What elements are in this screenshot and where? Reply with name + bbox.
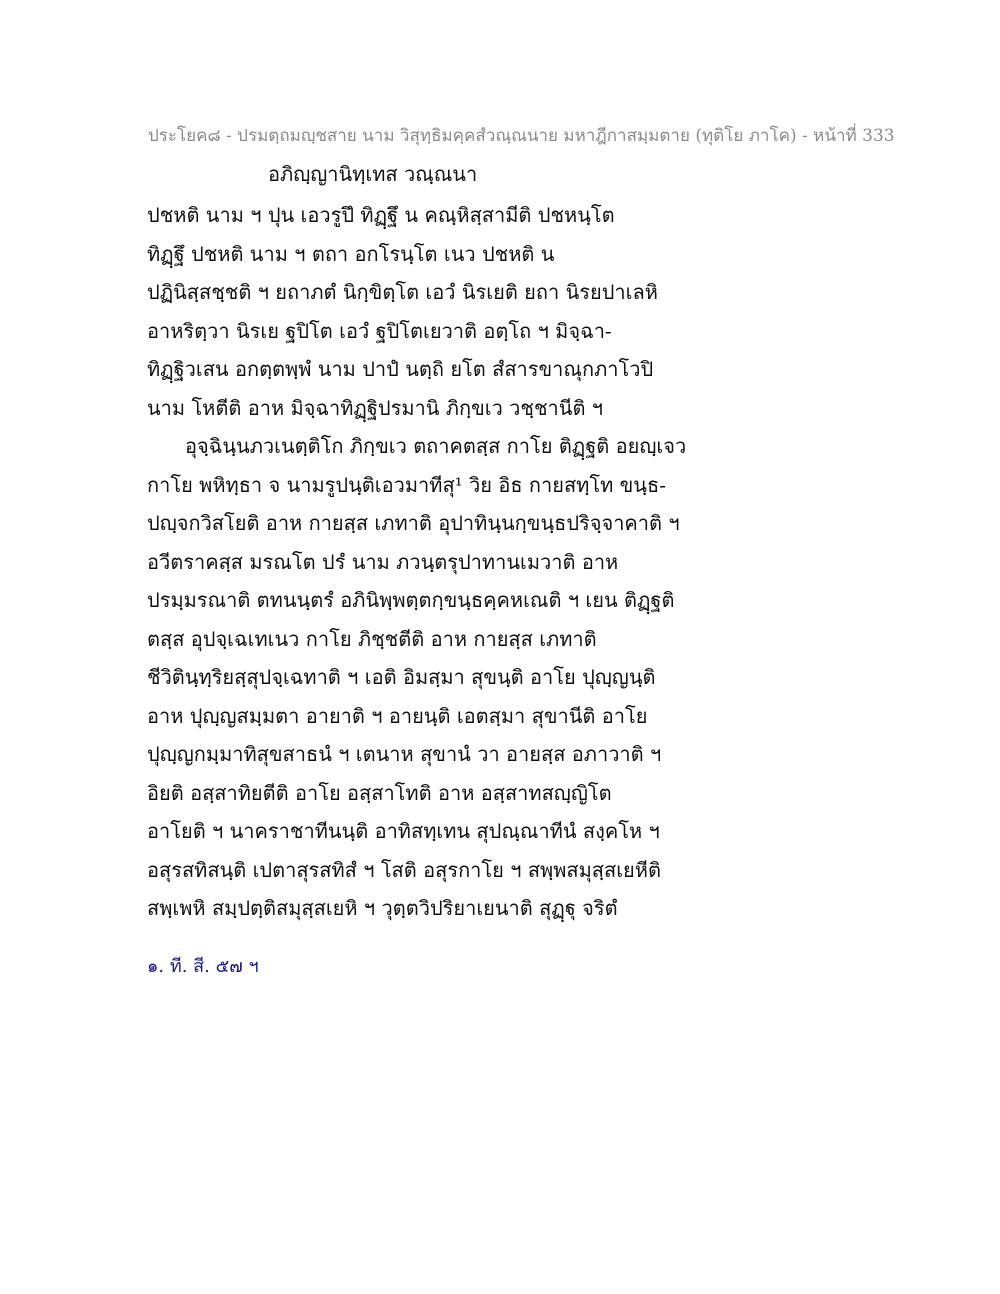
- text-line: ปชหติ นาม ฯ ปุน เอวรูปึ ทิฏฺฐึ น คณฺหิสฺสามีติ ปชหนฺโต: [147, 203, 615, 227]
- text-line: ทิฏฺฐึ ปชหติ นาม ฯ ตถา อกโรนฺโต เนว ปชหติ น: [147, 241, 555, 266]
- text-line: ชีวิตินฺทฺริยสฺสุปจฺเฉทาติ ฯ เอติ อิมสฺมา สุขนฺติ อาโย ปุญฺญนฺติ: [147, 665, 656, 689]
- text-line: อิยติ อสฺสาทิยตีติ อาโย อสฺสาโทติ อาห อสฺสาทสญฺญิโต: [147, 780, 612, 805]
- text-line: ปญฺจกวิสโยติ อาห กายสฺส เภทาติ อุปาทินฺนกฺขนฺธปริจฺจาคาติ ฯ: [147, 511, 680, 535]
- text-line: ปรมฺมรณาติ ตทนนฺตรํ อภินิพฺพตฺตกฺขนฺธคฺคหเณติ ฯ เยน ติฏฺฐติ: [147, 588, 675, 612]
- text-line: นาม โหตีติ อาห มิจฺฉาทิฏฺฐิปรมานิ ภิกฺขเว วชฺชานีติ ฯ: [147, 395, 604, 420]
- text-line: อวีตราคสฺส มรณโต ปรํ นาม ภวนฺตรุปาทานเมวาติ อาห: [147, 549, 619, 574]
- text-line: ทิฏฺฐิวเสน อกตฺตพฺพํ นาม ปาปํ นตฺถิ ยโต สํสารขาณุกภาโวปิ: [147, 357, 654, 381]
- text-line: อสุรสทิสนฺติ เปตาสุรสทิสํ ฯ โสติ อสุรกาโย ฯ สพฺพสมุสฺสเยหีติ: [147, 857, 661, 882]
- section-title: อภิญฺญานิทฺเทส วณฺณนา: [268, 162, 478, 186]
- footnote: ๑. ที. สี. ๕๗ ฯ: [147, 956, 259, 977]
- text-line: ปฏินิสฺสชฺชติ ฯ ยถาภตํ นิกฺขิตฺโต เอวํ นิรเยติ ยถา นิรยปาเลหิ: [147, 280, 658, 304]
- text-line: อาหริตฺวา นิรเย ฐปิโต เอวํ ฐปิโตเยวาติ อตฺโถ ฯ มิจฺฉา-: [147, 318, 612, 343]
- text-line: ตสฺส อุปจฺเฉเทเนว กาโย ภิชฺชตีติ อาห กายสฺส เภทาติ: [147, 626, 597, 651]
- text-line: อาห ปุญฺญสมฺมตา อายาติ ฯ อายนฺติ เอตสฺมา สุขานีติ อาโย: [147, 703, 648, 728]
- body-text: [147, 196, 707, 928]
- text-line: อุจฺฉินฺนภวเนตฺติโก ภิกฺขเว ตถาคตสฺส กาโย ติฏฺฐติ อยญฺเจว: [185, 434, 687, 458]
- text-line: อาโยติ ฯ นาคราชาทีนนฺติ อาทิสทฺเทน สุปณฺณาทีนํ สงฺคโห ฯ: [147, 819, 660, 843]
- paragraph-1: [147, 196, 707, 427]
- text-line: สพฺเพหิ สมฺปตฺติสมุสฺสเยหิ ฯ วุตฺตวิปริยาเยนาติ สุฏฺฐุ จริตํ: [147, 896, 618, 920]
- paragraph-2: [147, 427, 707, 928]
- text-line: กาโย พหิทฺธา จ นามรูปนฺติเอวมาทีสุ¹ วิย อิธ กายสทฺโท ขนฺธ-: [147, 472, 666, 497]
- text-line: ปุญฺญกมฺมาทิสุขสาธนํ ฯ เตนาห สุขานํ วา อายสฺส อภาวาติ ฯ: [147, 742, 662, 766]
- running-header: ประโยค๘ - ปรมตฺถมญฺชสาย นาม วิสุทฺธิมคฺคสํวณฺณนาย มหาฎีกาสมฺมตาย (ทุติโย ภาโค) - หน้าที่ 333: [148, 126, 895, 146]
